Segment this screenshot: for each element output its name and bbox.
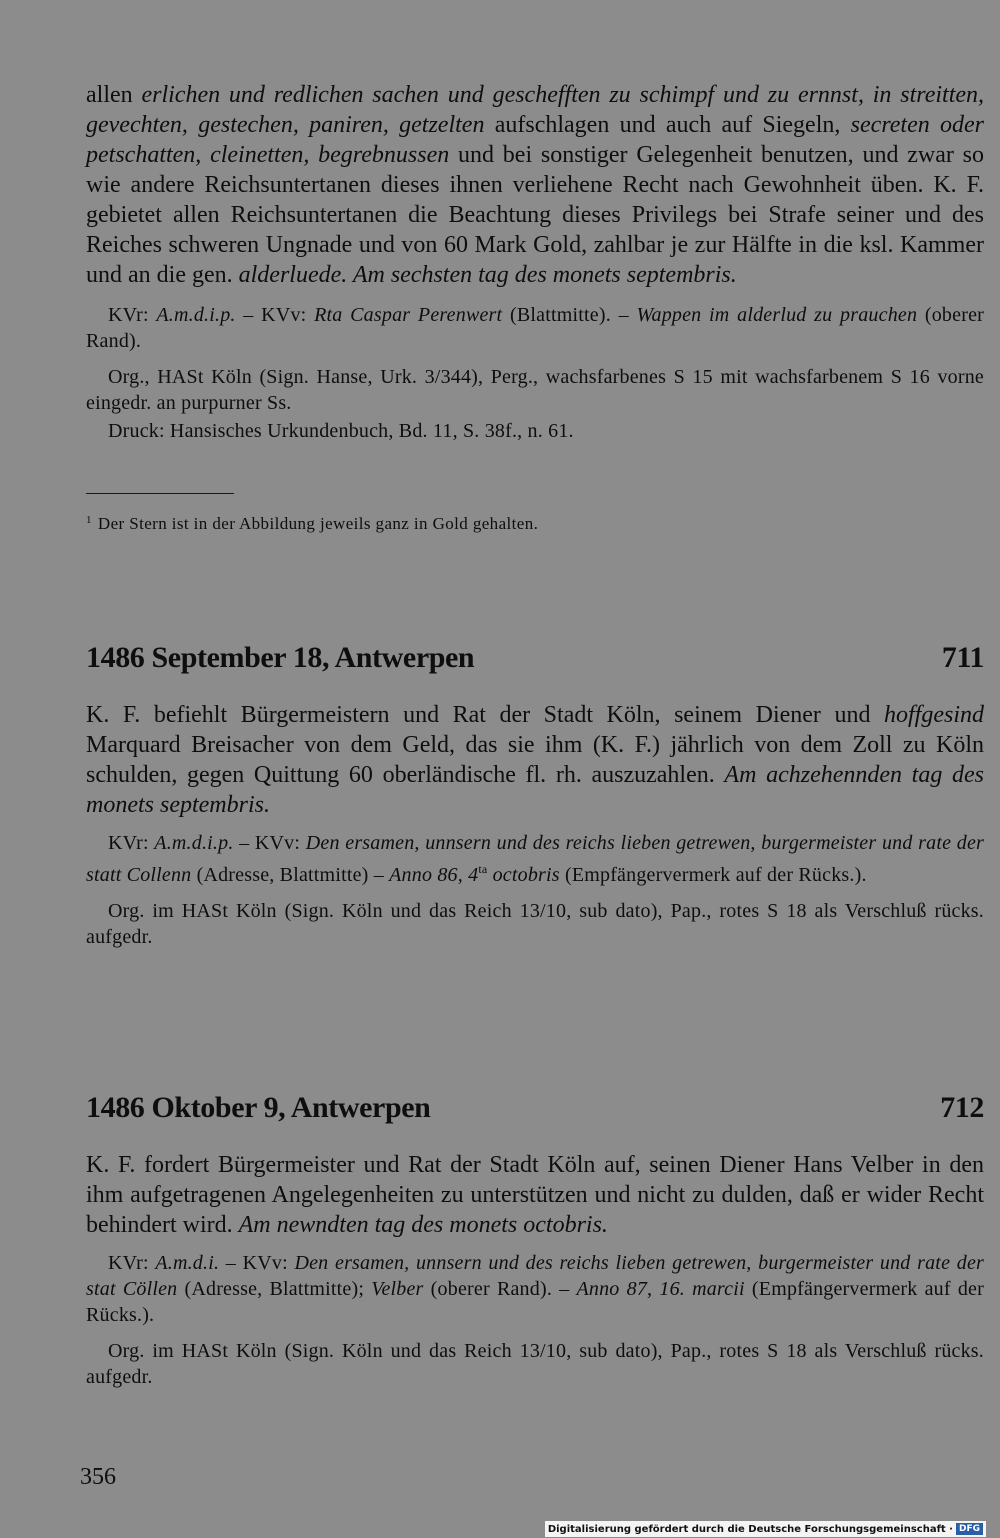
- entry-710-kanzleivermerk: KVr: A.m.d.i.p. – KVv: Rta Caspar Perenwert (Blattmitte). – Wappen im alderlud zu prauchen (oberer Rand).: [86, 304, 985, 352]
- entry-712-regest: K. F. fordert Bürgermeister und Rat der Stadt Köln auf, seinen Diener Hans Velber in den ihm aufgetragenen Angelegenheiten zu unterstützen und nicht zu dulden, daß er wider Recht behindert wird. Am newndten tag des monets octobris.: [86, 1152, 984, 1238]
- entry-712-date-place: 1486 Oktober 9, Antwerpen: [86, 1091, 431, 1124]
- entry-712: [86, 1090, 984, 1390]
- entry-710-regest: allen erlichen und redlichen sachen und geschefften zu schimpf und zu ernnst, in streitten, gevechten, gestechen, paniren, getzelten aufschlagen und auch auf Siegeln, secreten oder petschatten, cleinetten, begrebnussen und bei sonstiger Gelegenheit benutzen, und zwar so wie andere Reichsuntertanen dieses ihnen verliehene Recht nach Gewohnheit üben. K. F. gebietet allen Reichsuntertanen die Beachtung dieses Privilegs bei Strafe seiner und des Reiches schweren Ungnade und von 60 Mark Gold, zahlbar je zur Hälfte in die ksl. Kammer und an die gen. alderluede. Am sechsten tag des monets septembris.: [86, 82, 985, 288]
- entry-711-heading: [86, 640, 984, 676]
- footnote: [86, 508, 786, 536]
- footnote-mark: 1: [86, 514, 92, 526]
- footnote-rule: [86, 493, 234, 494]
- credit-text: Digitalisierung gefördert durch die Deutsche Forschungsgemeinschaft ·: [547, 1523, 953, 1535]
- entry-710-original: Org., HASt Köln (Sign. Hanse, Urk. 3/344), Perg., wachsfarbenes S 15 mit wachsfarbenem S 16 vorne eingedr. an purpurner Ss.: [86, 366, 984, 414]
- footnote-text: Der Stern ist in der Abbildung jeweils ganz in Gold gehalten.: [97, 514, 539, 533]
- entry-710-continuation: [86, 80, 984, 444]
- page-number: 356: [80, 1464, 116, 1490]
- entry-712-original: Org. im HASt Köln (Sign. Köln und das Reich 13/10, sub dato), Pap., rotes S 18 als Verschluß rücks. aufgedr.: [86, 1340, 984, 1388]
- entry-711-original: Org. im HASt Köln (Sign. Köln und das Reich 13/10, sub dato), Pap., rotes S 18 als Verschluß rücks. aufgedr.: [86, 900, 984, 948]
- entry-711-kanzleivermerk: KVr: A.m.d.i.p. – KVv: Den ersamen, unnsern und des reichs lieben getrewen, burgermeister und rate der statt Collenn (Adresse, Blattmitte) – Anno 86, $4^{ta}$ octobris (Empfängervermerk auf der Rücks.).: [86, 832, 985, 886]
- entry-711: [86, 640, 984, 950]
- digitization-credit: [545, 1521, 986, 1537]
- entry-712-number: 712: [940, 1091, 984, 1124]
- entry-712-heading: [86, 1090, 984, 1126]
- entry-710-druck: Druck: Hansisches Urkundenbuch, Bd. 11, S. 38f., n. 61.: [108, 420, 574, 442]
- entry-711-date-place: 1486 September 18, Antwerpen: [86, 641, 475, 674]
- entry-711-number: 711: [941, 641, 984, 674]
- entry-712-kanzleivermerk: KVr: A.m.d.i. – KVv: Den ersamen, unnsern und des reichs lieben getrewen, burgermeister und rate der stat Cöllen (Adresse, Blattmitte); Velber (oberer Rand). – Anno 87, 16. marcii (Empfängervermerk auf der Rücks.).: [86, 1252, 985, 1326]
- dfg-logo: DFG: [956, 1523, 983, 1535]
- entry-711-regest: K. F. befiehlt Bürgermeistern und Rat der Stadt Köln, seinem Diener und hoffgesind Marquard Breisacher von dem Geld, das sie ihm (K. F.) jährlich von dem Zoll zu Köln schulden, gegen Quittung 60 oberländische fl. rh. auszuzahlen. Am achzehennden tag des monets septembris.: [86, 702, 984, 818]
